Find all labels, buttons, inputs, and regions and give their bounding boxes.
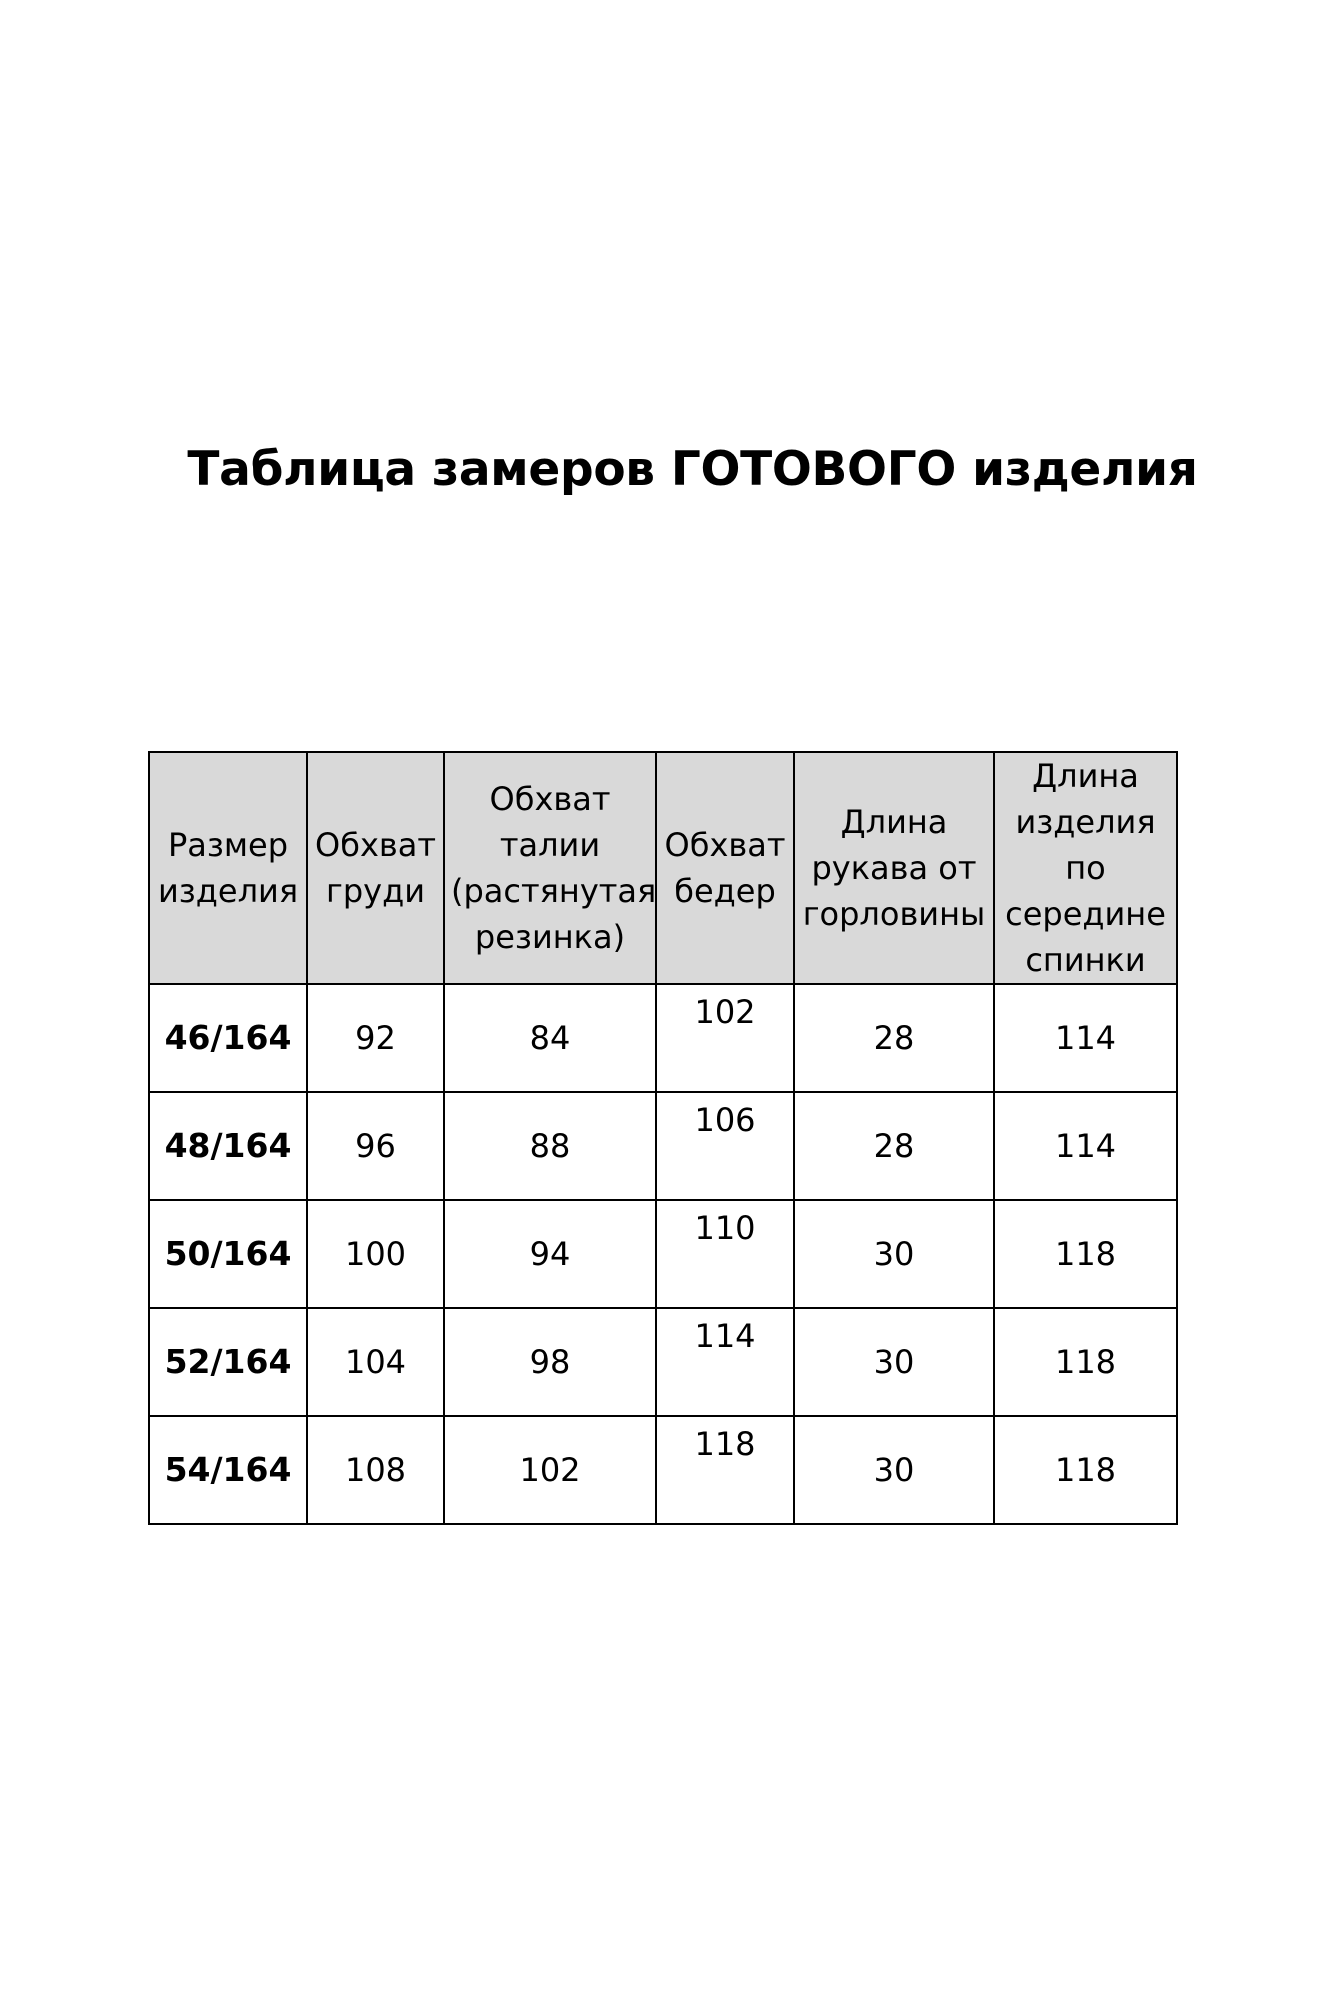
size-cell: 52/164 [149, 1308, 307, 1416]
garment-length-cell: 114 [994, 984, 1177, 1092]
garment-length-cell: 114 [994, 1092, 1177, 1200]
sleeve-length-cell: 30 [794, 1308, 994, 1416]
header-chest-label: Обхват груди [315, 826, 436, 910]
sleeve-length-cell: 30 [794, 1416, 994, 1524]
size-measurements-table [148, 751, 1178, 1525]
waist-cell: 88 [444, 1092, 656, 1200]
garment-length-cell: 118 [994, 1416, 1177, 1524]
garment-length-cell: 118 [994, 1308, 1177, 1416]
chest-cell: 108 [307, 1416, 444, 1524]
waist-cell: 102 [444, 1416, 656, 1524]
hips-cell: 102 [656, 984, 794, 1092]
sleeve-length-cell: 28 [794, 1092, 994, 1200]
header-garment-length-label: Длина изделия по середине спинки [1005, 757, 1166, 979]
size-cell: 50/164 [149, 1200, 307, 1308]
garment-length-cell: 118 [994, 1200, 1177, 1308]
chest-cell: 96 [307, 1092, 444, 1200]
hips-cell: 106 [656, 1092, 794, 1200]
page-title: Таблица замеров ГОТОВОГО изделия [187, 442, 1198, 497]
header-hips-label: Обхват бедер [664, 826, 786, 910]
hips-cell: 110 [656, 1200, 794, 1308]
header-garment-length [994, 752, 1177, 984]
table-row [149, 1416, 1177, 1524]
size-cell: 54/164 [149, 1416, 307, 1524]
sleeve-length-cell: 28 [794, 984, 994, 1092]
chest-cell: 92 [307, 984, 444, 1092]
waist-cell: 84 [444, 984, 656, 1092]
chest-cell: 100 [307, 1200, 444, 1308]
header-size-label: Размер изделия [157, 826, 299, 910]
size-cell: 48/164 [149, 1092, 307, 1200]
size-cell: 46/164 [149, 984, 307, 1092]
waist-cell: 94 [444, 1200, 656, 1308]
header-size [149, 752, 307, 984]
header-sleeve-length-label: Длина рукава от горловины [802, 803, 986, 933]
chest-cell: 104 [307, 1308, 444, 1416]
header-waist [444, 752, 656, 984]
waist-cell: 98 [444, 1308, 656, 1416]
table-row [149, 1308, 1177, 1416]
sleeve-length-cell: 30 [794, 1200, 994, 1308]
table-row [149, 984, 1177, 1092]
table-row [149, 1200, 1177, 1308]
header-sleeve-length [794, 752, 994, 984]
hips-cell: 114 [656, 1308, 794, 1416]
hips-cell: 118 [656, 1416, 794, 1524]
table-row [149, 1092, 1177, 1200]
header-chest [307, 752, 444, 984]
table-header-row [149, 752, 1177, 984]
header-hips [656, 752, 794, 984]
header-waist-label: Обхват талии (растянутая резинка) [451, 780, 657, 956]
